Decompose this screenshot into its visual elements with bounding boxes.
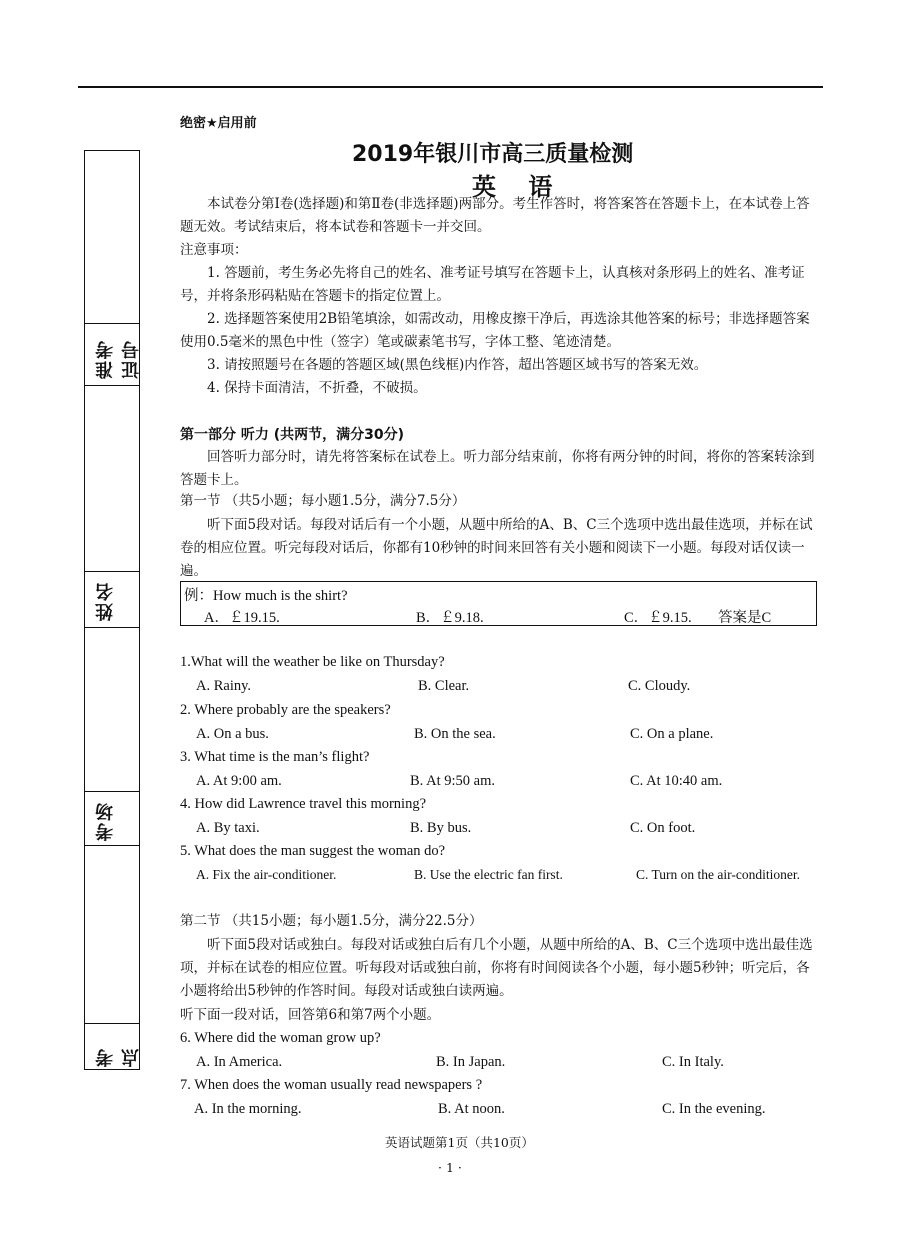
exam-number-label: 准考证号 [95, 339, 142, 379]
q6-option-a: A. In America. [196, 1054, 283, 1070]
q4-option-a: A. By taxi. [196, 820, 260, 836]
q7-option-c: C. In the evening. [662, 1101, 766, 1117]
page-number: · 1 · [438, 1160, 462, 1175]
section1-title: 第一节 （共5小题；每小题1.5分，满分7.5分） [180, 493, 466, 509]
candidate-info-strip [84, 150, 140, 1070]
q1-option-a: A. Rainy. [196, 678, 252, 694]
confidential-label: 绝密★启用前 [180, 116, 257, 131]
q5-option-c: C. Turn on the air-conditioner. [636, 867, 800, 882]
section2-next: 听下面一段对话，回答第6和第7两个小题。 [180, 1007, 441, 1023]
exam-title: 2019年银川市高三质量检测 [352, 142, 634, 167]
example-option-a: A．￡19.15. [204, 610, 280, 626]
example-answer: 答案是C [718, 610, 772, 626]
strip-divider [85, 845, 139, 846]
q6-option-b: B. In Japan. [436, 1054, 506, 1070]
q2-option-b: B. On the sea. [414, 726, 496, 742]
question-3: 3. What time is the man’s flight? [180, 749, 370, 765]
example-option-c: C．￡9.15. [624, 610, 692, 626]
section2-instructions: 听下面5段对话或独白。每段对话或独白后有几个小题，从题中所给的A、B、C三个选项中选出最佳选项，并标在试卷的相应位置。听每段对话或独白前，你将有时间阅读各个小题，每小题5秒钟；听完后，各小题将给出5秒钟的作答时间。每段对话或独白读两遍。 [180, 937, 813, 999]
q5-option-a: A. Fix the air-conditioner. [196, 867, 337, 882]
page-label: 英语试题第1页（共10页） [385, 1135, 534, 1150]
question-4: 4. How did Lawrence travel this morning? [180, 796, 427, 812]
question-6: 6. Where did the woman grow up? [180, 1030, 381, 1046]
notice-item-1: 1. 答题前，考生务必先将自己的姓名、准考证号填写在答题卡上，认真核对条形码上的姓名、准考证号，并将条形码粘贴在答题卡的指定位置上。 [180, 265, 805, 304]
q3-option-b: B. At 9:50 am. [410, 773, 495, 789]
notice-item-4: 4. 保持卡面清洁，不折叠，不破损。 [207, 380, 427, 396]
question-1: 1.What will the weather be like on Thursday? [180, 654, 445, 670]
intro-paragraph: 本试卷分第Ⅰ卷(选择题)和第Ⅱ卷(非选择题)两部分。考生作答时，将答案答在答题卡上，在本试卷上答题无效。考试结束后，将本试卷和答题卡一并交回。 [180, 196, 810, 235]
notice-item-2: 2. 选择题答案使用2B铅笔填涂，如需改动，用橡皮擦干净后，再选涂其他答案的标号；非选择题答案使用0.5毫米的黑色中性（签字）笔或碳素笔书写，字体工整、笔迹清楚。 [180, 311, 810, 350]
question-2: 2. Where probably are the speakers? [180, 702, 391, 718]
strip-divider [85, 323, 139, 324]
strip-divider [85, 1023, 139, 1024]
q3-option-a: A. At 9:00 am. [196, 773, 282, 789]
q4-option-c: C. On foot. [630, 820, 696, 836]
q7-option-a: A. In the morning. [194, 1101, 302, 1117]
top-rule [78, 86, 823, 88]
strip-divider [85, 571, 139, 572]
subject-title: 英 语 [472, 173, 565, 201]
notice-item-3: 3. 请按照题号在各题的答题区域(黑色线框)内作答，超出答题区域书写的答案无效。 [207, 357, 708, 373]
strip-divider [85, 627, 139, 628]
strip-divider [85, 791, 139, 792]
exam-room-label: 考场 [95, 801, 116, 841]
strip-divider [85, 385, 139, 386]
section1-instructions: 听下面5段对话。每段对话后有一个小题，从题中所给的A、B、C三个选项中选出最佳选项，并标在试卷的相应位置。听完每段对话后，你都有10秒钟的时间来回答有关小题和阅读下一小题。每段对话仅读一遍。 [180, 517, 813, 579]
name-label: 姓名 [95, 581, 116, 621]
q6-option-c: C. In Italy. [662, 1054, 724, 1070]
q7-option-b: B. At noon. [438, 1101, 505, 1117]
q4-option-b: B. By bus. [410, 820, 472, 836]
q5-option-b: B. Use the electric fan first. [414, 867, 563, 882]
notice-heading: 注意事项： [180, 242, 248, 258]
question-7: 7. When does the woman usually read newspapers ? [180, 1077, 483, 1093]
q1-option-c: C. Cloudy. [628, 678, 691, 694]
question-5: 5. What does the man suggest the woman do? [180, 843, 446, 859]
part1-instructions: 回答听力部分时，请先将答案标在试卷上。听力部分结束前，你将有两分钟的时间，将你的答案转涂到答题卡上。 [180, 449, 815, 488]
example-question: 例：How much is the shirt? [184, 588, 348, 604]
q1-option-b: B. Clear. [418, 678, 470, 694]
q2-option-a: A. On a bus. [196, 726, 269, 742]
example-option-b: B．￡9.18. [416, 610, 484, 626]
exam-site-label: 考点 [95, 1047, 142, 1067]
q2-option-c: C. On a plane. [630, 726, 714, 742]
section2-title: 第二节 （共15小题；每小题1.5分，满分22.5分） [180, 913, 483, 929]
q3-option-c: C. At 10:40 am. [630, 773, 723, 789]
part1-heading: 第一部分 听力 (共两节，满分30分) [180, 427, 405, 443]
